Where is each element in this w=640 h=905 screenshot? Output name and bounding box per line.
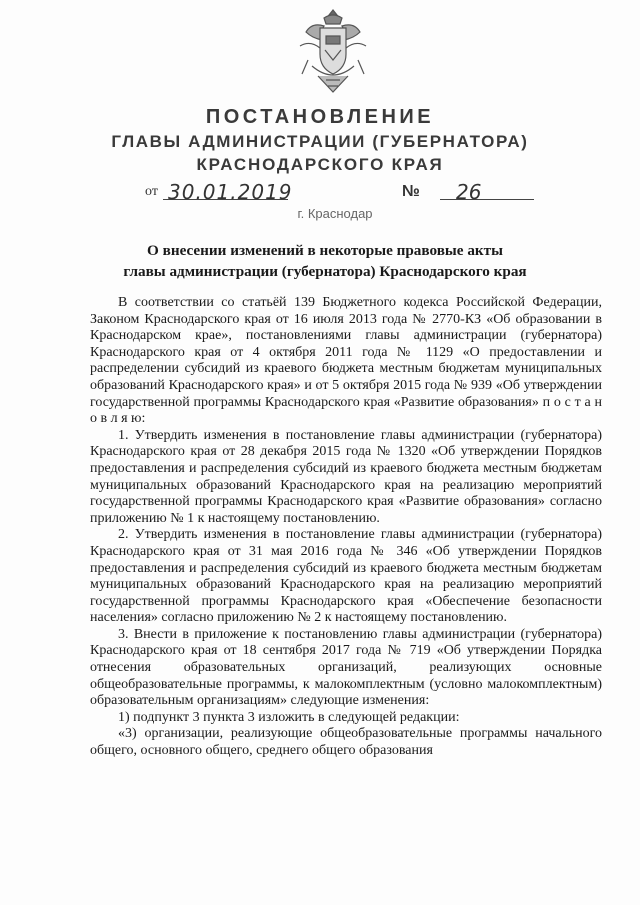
number-label: № xyxy=(402,183,420,200)
body-paragraph: 3. Внести в приложение к постановлению главы администрации (губернатора) Краснодарского края от 18 сентября 2017 года № 719 «Об утверждении Порядка отнесения образовательных организаций, реализующих основные общеобразовательные программы, к малокомплектным (условно малокомплектным) образовательным организациям» следующие изменения: xyxy=(90,626,602,709)
date-prefix: от xyxy=(145,184,158,199)
title-line: О внесении изменений в некоторые правовые акты xyxy=(147,242,503,259)
body-paragraph: В соответствии со статьёй 139 Бюджетного кодекса Российской Федерации, Законом Краснодарского края от 16 июля 2013 года № 2770-КЗ «Об образовании в Краснодарском крае», постановлениями главы администрации (губернатора) Краснодарского края от 4 октября 2011 года № 1129 «О предоставлении и распределении субсидий из краевого бюджета местным бюджетам муниципальных образований Краснодарского края» и от 5 октября 2015 года № 939 «Об утверждении государственной программы Краснодарского края «Развитие образования» п о с т а н о в л я ю: xyxy=(90,295,602,427)
issuer-heading-line2: КРАСНОДАРСКОГО КРАЯ xyxy=(196,155,444,174)
date-number-row xyxy=(0,180,640,206)
title-line: главы администрации (губернатора) Краснодарского края xyxy=(123,263,527,280)
krasnodar-coat-of-arms-icon xyxy=(296,6,370,96)
document-body xyxy=(90,295,602,760)
number-underline xyxy=(440,199,534,200)
body-paragraph: 1. Утвердить изменения в постановление главы администрации (губернатора) Краснодарского края от 28 декабря 2015 года № 1320 «Об утверждении Порядков предоставления и распределения субсидий из краевого бюджета местным бюджетам муниципальных образований Краснодарского края на реализацию мероприятий государственной программы Краснодарского края «Развитие образования» согласно приложению № 1 к настоящему постановлению. xyxy=(90,427,602,526)
document-date: 30.01.2019 xyxy=(168,180,293,204)
issuer-heading-line1: ГЛАВЫ АДМИНИСТРАЦИИ (ГУБЕРНАТОРА) xyxy=(111,132,529,151)
document-type-heading: ПОСТАНОВЛЕНИЕ xyxy=(205,106,435,128)
body-paragraph: 2. Утвердить изменения в постановление главы администрации (губернатора) Краснодарского края от 31 мая 2016 года № 346 «Об утверждении Порядков предоставления и распределения субсидий из краевого бюджета местным бюджетам муниципальных образований Краснодарского края на реализацию мероприятий государственной программы Краснодарского края «Обеспечение безопасности населения» согласно приложению № 2 к настоящему постановлению. xyxy=(90,527,602,626)
document-title xyxy=(60,240,590,282)
body-paragraph: 1) подпункт 3 пункта 3 изложить в следующей редакции: xyxy=(118,709,460,725)
body-paragraph: «3) организации, реализующие общеобразовательные программы начального общего, основного общего, среднего общего образования xyxy=(90,726,602,759)
city-label: г. Краснодар xyxy=(297,206,373,221)
document-number: 26 xyxy=(456,180,482,204)
